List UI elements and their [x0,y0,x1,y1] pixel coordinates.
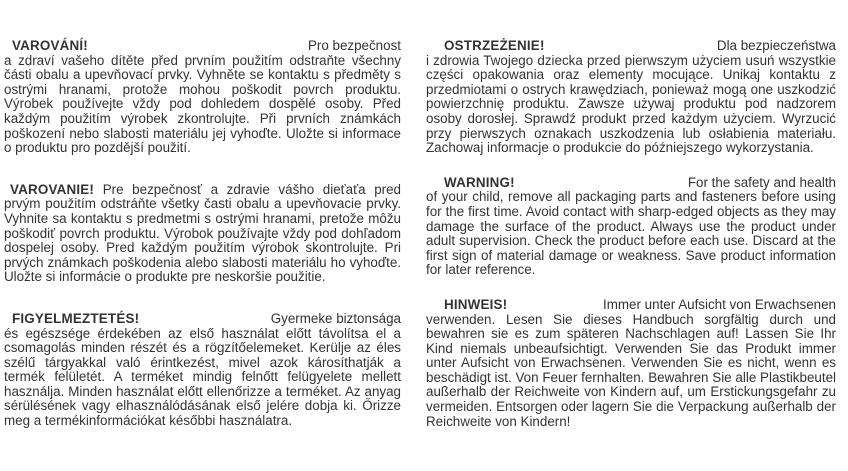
warning-section-english [426,176,836,278]
warning-section-slovak [4,183,401,285]
section-heading: OSTRZEŻENIE! [444,38,545,53]
section-lead-text: Immer unter Aufsicht von Erwachsenen [603,296,836,312]
section-lead-text: Dla bezpieczeństwa [716,38,836,53]
section-body-text: verwenden. Lesen Sie dieses Handbuch sorgfältig durch und bewahren sie es zum späteren Nachschlagen auf! Lassen Sie Ihr Kind niemals unbeaufsichtigt. Verwenden Sie das Produkt immer unter Aufsicht von Erwachsenen. Verwenden Sie es nicht, wenn es beschädigt ist. Von Feuer fernhalten. Bewahren Sie alle Plastikbeutel außerhalb der Reichweite von Kindern auf, um Erstickungsgefahr zu vermeiden. Entsorgen oder lagern Sie die Verpackung außerhalb der Reichweite von Kindern! [426,311,836,429]
section-first-line [426,298,836,313]
warning-section-hungarian [4,312,401,429]
section-first-line [426,39,836,54]
section-heading: VAROVANIE! [10,181,95,197]
section-lead-text: For the safety and health [687,174,836,190]
warning-section-polish [426,39,836,156]
section-body-text: of your child, remove all packaging parts and fasteners before using for the first time. Avoid contact with sharp-edged objects as they may damage the surface of the product. Always use the product under adult supervision. Check the product before each use. Discard at the first sign of material damage or weakness. Save product information for later reference. [426,189,836,278]
section-body-text: a zdraví vašeho dítěte před prvním použitím odstraňte všechny části obalu a upevňovací prvky. Vyhněte se kontaktu s předměty s ostrými hranami, protože mohou poškodit povrch produktu. Výrobek používejte vždy pod dohledem dospělé osoby. Před každým použitím výrobek zkontrolujte. Při prvních známkách poškození nebo slabosti materiálu jej vyhoďte. Uložte si informace o produktu pro pozdější použití. [4,52,401,156]
left-column [4,39,401,429]
section-lead-text: Gyermeke biztonsága [270,310,401,326]
section-body-text: Pre bezpečnosť a zdravie vášho dieťaťa pred prvým použitím odstráňte všetky časti obalu a upevňovacie prvky. Vyhnite sa kontaktu s predmetmi s ostrými hranami, pretože môžu poškodiť povrch produktu. Výrobok používajte vždy pod dohľadom dospelej osoby. Pred každým použitím výrobok skontrolujte. Pri prvých známkach poškodenia alebo slabosti materiálu ho vyhoďte. Uložte si informácie o produkte pre neskoršie použitie. [4,181,401,285]
section-heading: FIGYELMEZTETÉS! [12,310,140,326]
section-heading: VAROVÁNÍ! [12,38,88,53]
section-heading: HINWEIS! [444,296,508,312]
section-first-line [4,312,401,327]
warning-section-german [426,298,836,429]
section-body-text: i zdrowia Twojego dziecka przed pierwszym użyciem usuń wszystkie części opakowania oraz elementy mocujące. Unikaj kontaktu z przedmiotami o ostrych krawędziach, ponieważ mogą one uszkodzić powierzchnię produktu. Zawsze używaj produktu pod nadzorem osoby dorosłej. Sprawdź produkt przed każdym użyciem. Wyrzucić przy pierwszych oznakach uszkodzenia lub osłabienia materiału. Zachowaj informacje o produkcie do późniejszego wykorzystania. [426,52,836,156]
section-lead-text: Pro bezpečnost [307,38,401,53]
warning-section-czech [4,39,401,156]
section-heading: WARNING! [444,174,515,190]
right-column [426,39,836,429]
section-body-text: és egészsége érdekében az első használat előtt távolítsa el a csomagolás minden részét és a rögzítőelemeket. Kerülje az éles szélű tárgyakkal való érintkezést, mivel azok károsíthatják a termék felületét. A terméket mindig felnőtt felügyelete mellett használja. Minden használat előtt ellenőrizze a terméket. Az anyag sérülésének vagy elhasználódásának első jelére dobja ki. Őrizze meg a termékinformációkat későbbi használatra. [4,325,401,429]
section-first-line [4,39,401,54]
section-first-line [426,176,836,191]
